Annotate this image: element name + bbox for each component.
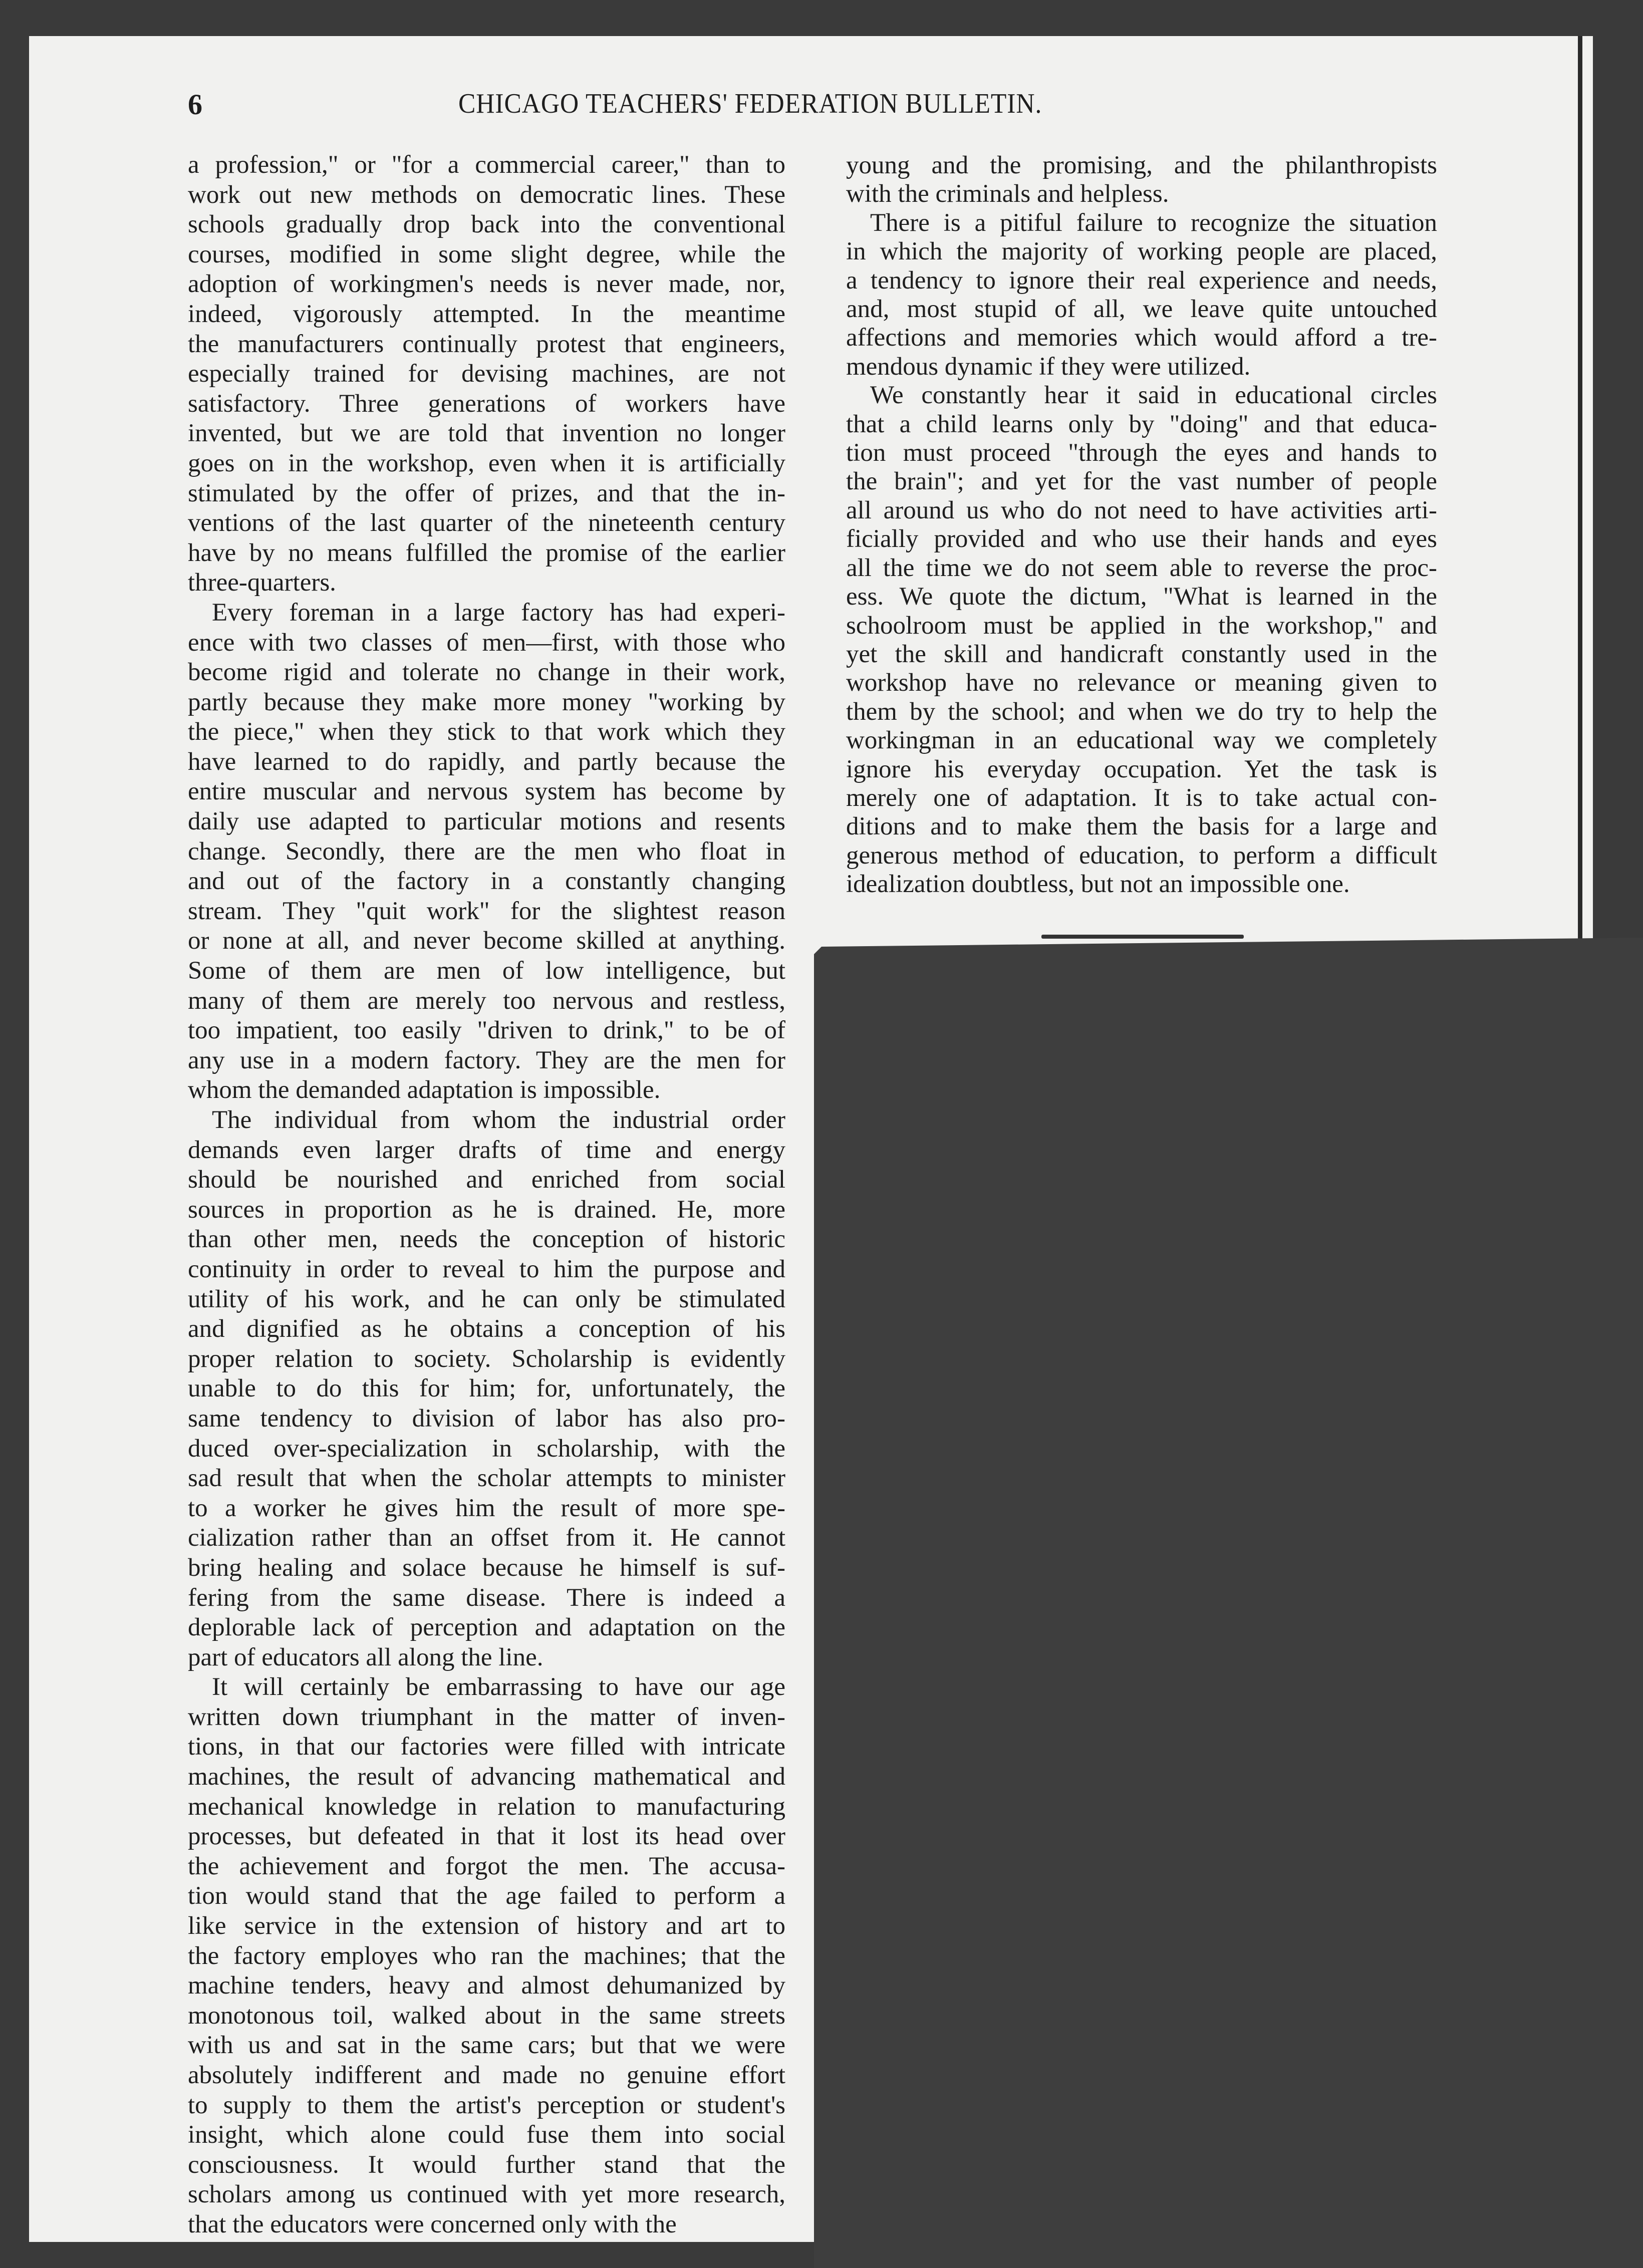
text-line: should be nourished and enriched from social	[188, 1166, 785, 1194]
text-line: generous method of education, to perform a difficult	[846, 841, 1437, 870]
text-line: ignore his everyday occupation. Yet the task is	[846, 755, 1437, 783]
text-line: and dignified as he obtains a conception of his	[188, 1315, 785, 1343]
text-line: the manufacturers continually protest that engineers,	[188, 330, 785, 358]
text-line: work out new methods on democratic lines. These	[188, 180, 785, 209]
text-line: proper relation to society. Scholarship is evidently	[188, 1344, 785, 1373]
text-line: the achievement and forgot the men. The accusa-	[188, 1852, 785, 1880]
text-line: sad result that when the scholar attempts to minister	[188, 1464, 785, 1493]
text-line: mendous dynamic if they were utilized.	[846, 352, 1251, 381]
text-line: part of educators all along the line.	[188, 1643, 543, 1671]
text-line: idealization doubtless, but not an impossible one.	[846, 870, 1350, 899]
right-column	[846, 151, 1577, 899]
text-line: processes, but defeated in that it lost its head over	[188, 1822, 785, 1851]
text-line: many of them are merely too nervous and restless,	[188, 986, 785, 1015]
paragraph	[188, 1105, 785, 1672]
page-header	[188, 88, 1580, 123]
page-number: 6	[188, 88, 202, 121]
text-line: than other men, needs the conception of historic	[188, 1225, 785, 1254]
text-line: indeed, vigorously attempted. In the meantime	[188, 300, 785, 328]
text-line: all the time we do not seem able to reverse the proc-	[846, 553, 1437, 582]
text-line: It will certainly be embarrassing to have our age	[212, 1673, 785, 1702]
paragraph	[846, 209, 1437, 381]
text-line: them by the school; and when we do try to help the	[846, 697, 1437, 726]
text-line: deplorable lack of perception and adaptation on the	[188, 1613, 785, 1642]
text-line: machines, the result of advancing mathematical and	[188, 1763, 785, 1791]
text-line: ess. We quote the dictum, "What is learned in the	[846, 583, 1437, 611]
text-line: workshop have no relevance or meaning given to	[846, 669, 1437, 697]
text-line: have learned to do rapidly, and partly because the	[188, 747, 785, 776]
text-line: with the criminals and helpless.	[846, 180, 1169, 208]
text-line: a tendency to ignore their real experience and needs,	[846, 266, 1437, 295]
text-line: yet the skill and handicraft constantly used in the	[846, 640, 1437, 668]
text-line: daily use adapted to particular motions and resents	[188, 807, 785, 836]
text-line: There is a pitiful failure to recognize the situation	[870, 208, 1437, 237]
text-line: too impatient, too easily "driven to drink," to be of	[188, 1016, 785, 1045]
text-line: machine tenders, heavy and almost dehumanized by	[188, 1971, 785, 2000]
text-line: satisfactory. Three generations of workers have	[188, 389, 785, 418]
text-line: fering from the same disease. There is indeed a	[188, 1583, 785, 1612]
paragraph	[846, 381, 1437, 899]
text-line: goes on in the workshop, even when it is artificially	[188, 449, 785, 477]
text-line: that the educators were concerned only with the	[188, 2210, 677, 2238]
text-line: tions, in that our factories were filled with intricate	[188, 1733, 785, 1761]
left-column	[188, 150, 785, 2240]
text-line: the brain"; and yet for the vast number of people	[846, 467, 1437, 496]
text-line: tion would stand that the age failed to perform a	[188, 1882, 785, 1910]
text-line: entire muscular and nervous system has become by	[188, 777, 785, 806]
text-line: in which the majority of working people are placed,	[846, 237, 1437, 266]
text-line: have by no means fulfilled the promise of the earlier	[188, 538, 785, 567]
text-line: affections and memories which would afford a tre-	[846, 324, 1437, 352]
text-line: utility of his work, and he can only be stimulated	[188, 1285, 785, 1313]
text-line: scholars among us continued with yet more research,	[188, 2180, 785, 2209]
text-line: change. Secondly, there are the men who float in	[188, 837, 785, 866]
text-line: and, most stupid of all, we leave quite untouched	[846, 295, 1437, 324]
text-line: ditions and to make them the basis for a large and	[846, 812, 1437, 841]
text-line: continuity in order to reveal to him the purpose and	[188, 1255, 785, 1283]
text-line: partly because they make more money "working by	[188, 688, 785, 716]
text-line: adoption of workingmen's needs is never made, nor,	[188, 270, 785, 299]
text-line: ficially provided and who use their hands and eyes	[846, 525, 1437, 553]
text-line: schoolroom must be applied in the workshop," and	[846, 611, 1437, 640]
text-line: The individual from whom the industrial order	[212, 1106, 785, 1134]
text-line: cialization rather than an offset from it. He cannot	[188, 1524, 785, 1552]
text-line: workingman in an educational way we completely	[846, 726, 1437, 755]
text-line: insight, which alone could fuse them into social	[188, 2121, 785, 2149]
paragraph	[188, 150, 785, 598]
text-line: whom the demanded adaptation is impossible.	[188, 1076, 661, 1104]
text-line: sources in proportion as he is drained. He, more	[188, 1195, 785, 1224]
text-line: merely one of adaptation. It is to take actual con-	[846, 783, 1437, 812]
text-line: schools gradually drop back into the conventional	[188, 210, 785, 239]
text-line: unable to do this for him; for, unfortunately, the	[188, 1374, 785, 1403]
text-line: all around us who do not need to have activities arti-	[846, 496, 1437, 524]
text-line: demands even larger drafts of time and energy	[188, 1136, 785, 1164]
text-line: absolutely indifferent and made no genuine effort	[188, 2061, 785, 2089]
text-line: courses, modified in some slight degree, while the	[188, 240, 785, 268]
text-line: the factory employes who ran the machines; that the	[188, 1941, 785, 1970]
text-line: to a worker he gives him the result of more spe-	[188, 1494, 785, 1522]
section-divider-rule	[1041, 935, 1244, 939]
paragraph	[188, 598, 785, 1105]
paragraph	[188, 1672, 785, 2239]
text-line: any use in a modern factory. They are the men for	[188, 1046, 785, 1074]
text-line: stream. They "quit work" for the slightest reason	[188, 897, 785, 925]
text-line: tion must proceed "through the eyes and hands to	[846, 439, 1437, 467]
text-line: or none at all, and never become skilled at anything.	[188, 927, 785, 955]
text-line: written down triumphant in the matter of inven-	[188, 1703, 785, 1731]
paragraph	[846, 151, 1437, 209]
text-line: and out of the factory in a constantly changing	[188, 867, 785, 896]
text-line: stimulated by the offer of prizes, and that the in-	[188, 479, 785, 507]
text-line: young and the promising, and the philanthropists	[846, 151, 1437, 179]
text-line: duced over-specialization in scholarship, with the	[188, 1434, 785, 1463]
text-line: Some of them are men of low intelligence, but	[188, 957, 785, 985]
text-line: become rigid and tolerate no change in their work,	[188, 658, 785, 687]
text-line: Every foreman in a large factory has had experi-	[212, 598, 785, 627]
text-line: ence with two classes of men—first, with those who	[188, 628, 785, 657]
text-line: same tendency to division of labor has also pro-	[188, 1404, 785, 1433]
text-line: that a child learns only by "doing" and that educa-	[846, 410, 1437, 438]
text-line: mechanical knowledge in relation to manufacturing	[188, 1792, 785, 1821]
text-line: bring healing and solace because he himself is suf-	[188, 1553, 785, 1582]
publication-title: CHICAGO TEACHERS' FEDERATION BULLETIN.	[458, 88, 1042, 119]
text-line: ventions of the last quarter of the nineteenth century	[188, 509, 785, 537]
text-line: monotonous toil, walked about in the same streets	[188, 2001, 785, 2030]
text-line: a profession," or "for a commercial career," than to	[188, 151, 785, 179]
text-line: to supply to them the artist's perception or student's	[188, 2091, 785, 2119]
text-line: consciousness. It would further stand that the	[188, 2150, 785, 2179]
column-border-line	[1578, 36, 1582, 941]
text-line: three-quarters.	[188, 569, 336, 597]
text-line: invented, but we are told that invention no longer	[188, 419, 785, 448]
text-line: like service in the extension of history and art to	[188, 1912, 785, 1940]
text-line: the piece," when they stick to that work which they	[188, 718, 785, 746]
text-line: We constantly hear it said in educational circles	[870, 381, 1437, 410]
text-line: with us and sat in the same cars; but that we were	[188, 2031, 785, 2060]
text-line: especially trained for devising machines, are not	[188, 360, 785, 388]
